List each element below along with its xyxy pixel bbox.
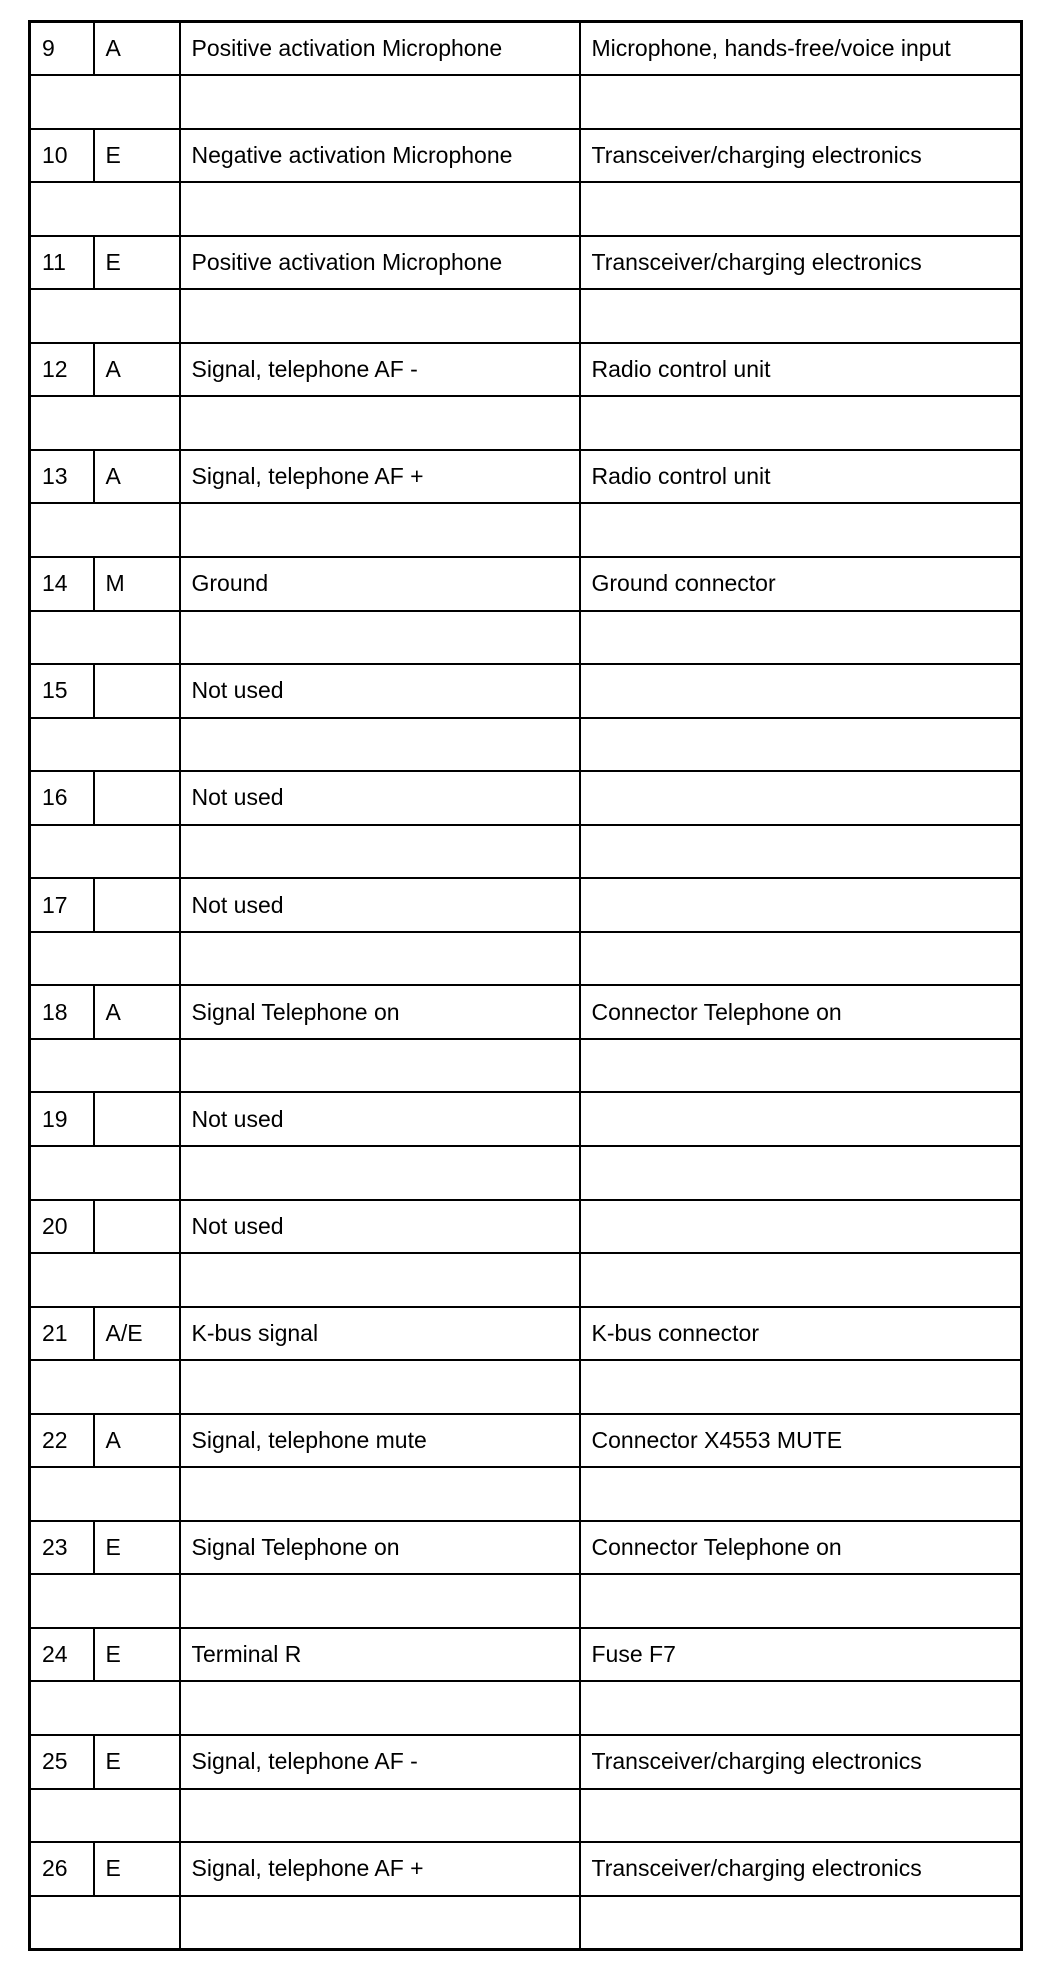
pin-number: 12 — [30, 343, 94, 397]
pin-table-body — [30, 22, 1022, 1950]
spacer-row — [30, 289, 1022, 343]
pin-connection: Transceiver/charging electronics — [580, 1842, 1022, 1896]
pin-type: E — [94, 1842, 180, 1896]
pin-number: 13 — [30, 450, 94, 504]
spacer-row — [30, 1574, 1022, 1628]
pin-connection: Ground connector — [580, 557, 1022, 611]
table-row — [30, 1628, 1022, 1682]
pin-function: Signal, telephone mute — [180, 1414, 580, 1468]
pin-connection: Connector Telephone on — [580, 1521, 1022, 1575]
spacer-cell — [180, 503, 580, 557]
pin-type: A — [94, 22, 180, 76]
spacer-cell — [30, 1681, 180, 1735]
spacer-cell — [30, 1789, 180, 1843]
pin-connection: Radio control unit — [580, 450, 1022, 504]
spacer-cell — [580, 289, 1022, 343]
spacer-cell — [30, 396, 180, 450]
pin-function: Signal Telephone on — [180, 1521, 580, 1575]
pin-function: Signal Telephone on — [180, 985, 580, 1039]
pin-type — [94, 1092, 180, 1146]
pin-function: Positive activation Microphone — [180, 22, 580, 76]
pin-connection: Transceiver/charging electronics — [580, 1735, 1022, 1789]
pin-number: 14 — [30, 557, 94, 611]
table-row — [30, 557, 1022, 611]
pin-type: E — [94, 1628, 180, 1682]
table-row — [30, 1307, 1022, 1361]
spacer-cell — [580, 825, 1022, 879]
spacer-cell — [580, 396, 1022, 450]
pin-connection: Fuse F7 — [580, 1628, 1022, 1682]
spacer-row — [30, 396, 1022, 450]
table-row — [30, 1842, 1022, 1896]
spacer-cell — [580, 1467, 1022, 1521]
pin-function: Not used — [180, 1200, 580, 1254]
pin-number: 10 — [30, 129, 94, 183]
spacer-cell — [580, 503, 1022, 557]
table-row — [30, 343, 1022, 397]
spacer-cell — [30, 718, 180, 772]
table-row — [30, 1414, 1022, 1468]
pin-connection: Transceiver/charging electronics — [580, 129, 1022, 183]
pin-number: 9 — [30, 22, 94, 76]
pin-assignment-table — [28, 20, 1023, 1951]
table-row — [30, 1200, 1022, 1254]
pin-function: Signal, telephone AF + — [180, 1842, 580, 1896]
pin-type: E — [94, 1521, 180, 1575]
table-row — [30, 450, 1022, 504]
spacer-cell — [180, 611, 580, 665]
pin-number: 11 — [30, 236, 94, 290]
spacer-row — [30, 1896, 1022, 1950]
pin-type — [94, 878, 180, 932]
pin-function: Not used — [180, 1092, 580, 1146]
spacer-cell — [30, 825, 180, 879]
spacer-cell — [30, 503, 180, 557]
spacer-row — [30, 1360, 1022, 1414]
spacer-cell — [180, 1896, 580, 1950]
pin-connection — [580, 1200, 1022, 1254]
spacer-row — [30, 611, 1022, 665]
pin-function: Positive activation Microphone — [180, 236, 580, 290]
table-row — [30, 129, 1022, 183]
spacer-cell — [580, 932, 1022, 986]
spacer-cell — [580, 1039, 1022, 1093]
pin-function: Not used — [180, 664, 580, 718]
spacer-cell — [580, 1896, 1022, 1950]
spacer-cell — [30, 1574, 180, 1628]
spacer-cell — [30, 289, 180, 343]
pin-type: E — [94, 129, 180, 183]
spacer-cell — [580, 1789, 1022, 1843]
spacer-cell — [580, 1681, 1022, 1735]
pin-number: 21 — [30, 1307, 94, 1361]
pin-function: Terminal R — [180, 1628, 580, 1682]
pin-number: 16 — [30, 771, 94, 825]
spacer-cell — [30, 1039, 180, 1093]
spacer-cell — [30, 1146, 180, 1200]
pin-connection: Microphone, hands-free/voice input — [580, 22, 1022, 76]
pin-type — [94, 1200, 180, 1254]
spacer-cell — [180, 718, 580, 772]
pin-connection: K-bus connector — [580, 1307, 1022, 1361]
spacer-cell — [30, 611, 180, 665]
spacer-cell — [30, 1467, 180, 1521]
pin-function: Signal, telephone AF + — [180, 450, 580, 504]
pin-number: 22 — [30, 1414, 94, 1468]
spacer-row — [30, 503, 1022, 557]
spacer-row — [30, 1039, 1022, 1093]
pin-type — [94, 664, 180, 718]
spacer-cell — [180, 182, 580, 236]
spacer-row — [30, 825, 1022, 879]
spacer-row — [30, 1253, 1022, 1307]
pin-type: A — [94, 1414, 180, 1468]
spacer-cell — [580, 611, 1022, 665]
pin-type: A — [94, 985, 180, 1039]
table-row — [30, 1092, 1022, 1146]
spacer-cell — [30, 1896, 180, 1950]
pin-type: M — [94, 557, 180, 611]
pin-connection: Transceiver/charging electronics — [580, 236, 1022, 290]
spacer-cell — [180, 396, 580, 450]
pin-type: A — [94, 450, 180, 504]
pin-connection: Radio control unit — [580, 343, 1022, 397]
pin-number: 18 — [30, 985, 94, 1039]
spacer-cell — [580, 1574, 1022, 1628]
pin-connection — [580, 771, 1022, 825]
pin-function: Not used — [180, 878, 580, 932]
pin-function: Ground — [180, 557, 580, 611]
spacer-row — [30, 1146, 1022, 1200]
pin-type: E — [94, 236, 180, 290]
pin-function: Not used — [180, 771, 580, 825]
spacer-cell — [180, 1146, 580, 1200]
spacer-cell — [580, 718, 1022, 772]
spacer-cell — [580, 75, 1022, 129]
pin-function: K-bus signal — [180, 1307, 580, 1361]
spacer-cell — [180, 825, 580, 879]
spacer-cell — [580, 1360, 1022, 1414]
spacer-row — [30, 932, 1022, 986]
spacer-cell — [180, 1789, 580, 1843]
pin-connection: Connector Telephone on — [580, 985, 1022, 1039]
pin-type — [94, 771, 180, 825]
pin-number: 17 — [30, 878, 94, 932]
spacer-row — [30, 718, 1022, 772]
pin-number: 23 — [30, 1521, 94, 1575]
spacer-cell — [30, 932, 180, 986]
pin-number: 25 — [30, 1735, 94, 1789]
spacer-cell — [180, 289, 580, 343]
table-row — [30, 22, 1022, 76]
spacer-cell — [180, 1253, 580, 1307]
table-row — [30, 236, 1022, 290]
pin-type: A — [94, 343, 180, 397]
spacer-cell — [580, 1253, 1022, 1307]
spacer-cell — [180, 1039, 580, 1093]
spacer-row — [30, 1467, 1022, 1521]
spacer-cell — [180, 75, 580, 129]
spacer-cell — [30, 1360, 180, 1414]
pin-type: A/E — [94, 1307, 180, 1361]
pin-number: 19 — [30, 1092, 94, 1146]
pin-number: 26 — [30, 1842, 94, 1896]
pin-function: Signal, telephone AF - — [180, 343, 580, 397]
spacer-cell — [30, 1253, 180, 1307]
pin-function: Negative activation Microphone — [180, 129, 580, 183]
spacer-cell — [580, 182, 1022, 236]
spacer-row — [30, 1789, 1022, 1843]
spacer-cell — [30, 182, 180, 236]
spacer-row — [30, 182, 1022, 236]
pin-type: E — [94, 1735, 180, 1789]
spacer-cell — [180, 1360, 580, 1414]
pin-number: 15 — [30, 664, 94, 718]
table-row — [30, 985, 1022, 1039]
table-row — [30, 664, 1022, 718]
pin-connection: Connector X4553 MUTE — [580, 1414, 1022, 1468]
spacer-row — [30, 1681, 1022, 1735]
pin-connection — [580, 664, 1022, 718]
spacer-cell — [180, 932, 580, 986]
table-row — [30, 771, 1022, 825]
spacer-cell — [580, 1146, 1022, 1200]
pin-function: Signal, telephone AF - — [180, 1735, 580, 1789]
table-row — [30, 1735, 1022, 1789]
spacer-cell — [180, 1467, 580, 1521]
table-row — [30, 878, 1022, 932]
pin-number: 24 — [30, 1628, 94, 1682]
pin-number: 20 — [30, 1200, 94, 1254]
spacer-row — [30, 75, 1022, 129]
spacer-cell — [30, 75, 180, 129]
pin-connection — [580, 878, 1022, 932]
pin-connection — [580, 1092, 1022, 1146]
table-row — [30, 1521, 1022, 1575]
spacer-cell — [180, 1681, 580, 1735]
spacer-cell — [180, 1574, 580, 1628]
